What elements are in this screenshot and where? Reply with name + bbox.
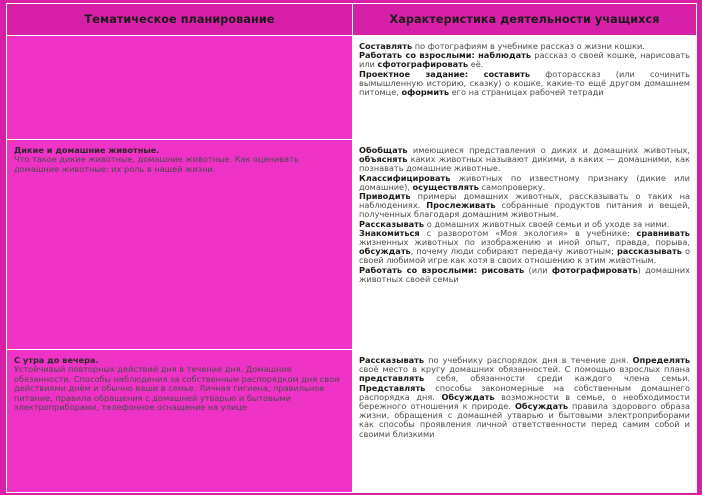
activity-keyword: обсуждать (359, 246, 411, 257)
activity-text: (или (524, 264, 552, 275)
activity-paragraph (359, 70, 690, 98)
activity-keyword: Работать со взрослыми: рисовать (359, 264, 525, 275)
activity-keyword: Классифицировать (359, 172, 451, 183)
activity-keyword: рассказывать (616, 246, 682, 257)
activity-keyword: Представлять (359, 382, 426, 393)
planning-table (6, 3, 697, 493)
activities-cell (353, 350, 697, 493)
activity-keyword: Знакомиться (359, 227, 420, 238)
activities-cell (353, 36, 697, 140)
activities-cell (353, 140, 697, 350)
activity-text: её. (468, 59, 484, 70)
activity-keyword: Составлять (359, 41, 413, 51)
table-header-row (7, 4, 697, 36)
topic-description: Что такое дикие животные, домашние животные. Как оценивать домашние животные: их роль в нашей жизни. (14, 154, 299, 174)
topic-cell (7, 140, 353, 350)
activity-text: каких животных называют дикими, а каких — домашними, как познавать домашние животные. (359, 154, 690, 174)
header-topic-planning: Тематическое планирование (7, 4, 353, 36)
activity-paragraph (359, 266, 690, 284)
topic-cell (7, 350, 353, 493)
header-student-activities: Характеристика деятельности учащихся (353, 4, 697, 36)
activity-keyword: представлять (359, 373, 425, 384)
activity-keyword: Рассказывать (359, 355, 425, 365)
activity-keyword: оформить (401, 87, 450, 98)
activity-text: возможности в семье, о необходимости бережного отношения к природе. (359, 391, 691, 412)
activity-paragraph (359, 192, 690, 220)
activity-text: фоторассказ (или сочинить вымышленную историю, сказку) о кошке, какие-то ещё другом домашнем питомце, (359, 68, 690, 98)
activity-text: своё место в кругу домашних обязанностей. С помощью взрослых плана (359, 364, 690, 375)
activity-paragraph (359, 356, 690, 439)
activity-paragraph (359, 174, 690, 192)
activity-text: себя, обязанности среди каждого члена семьи. (424, 373, 690, 384)
activity-text: самопроверку. (478, 181, 546, 192)
activity-paragraph (359, 146, 690, 174)
topic-title: С утра до вечера. (14, 355, 99, 365)
activity-keyword: осуществлять (412, 181, 479, 192)
activity-text: жизненных животных по изображению и иной опыт, правда, порыва, (359, 237, 690, 248)
activity-text: о домашних животных своей семьи и об уходе за ними. (424, 218, 670, 229)
activity-text: собранные продуктов питания и вещей, полученных благодаря домашним животным. (359, 200, 690, 220)
activity-text: по фотографиям в учебнике рассказ о жизни кошки. (412, 41, 645, 51)
activity-text: правила здорового образа жизни, обращения с домашней утварью и бытовыми электроприборами как способы проявления личной ответственности перед самим собой и своими близкими (359, 401, 691, 439)
activity-keyword: Проектное задание: составить (359, 68, 531, 79)
topic-description: Устойчивый повторных действий дня в течение дня. Домашние обязанности. Способы наблюдения за собственным распорядком дня свои действиями днём и обычно ваши в семье. Личная гигиена, правильное питание, правила обращения с домашней утварью и бытовыми электроприборами, телефонное оснащение на улице (14, 364, 340, 413)
activity-text: животных по известному признаку (дикие или домашние), (359, 172, 690, 192)
activity-text: , почему люди собирают передачу животным; (410, 246, 617, 257)
activity-text: его на страницах рабочей тетради (449, 87, 604, 98)
activity-keyword: Прослеживать (426, 200, 496, 211)
activity-text: имеющиеся представления о диких и домашних животных, (407, 145, 690, 155)
activity-keyword: фотографировать (551, 264, 638, 275)
activity-paragraph (359, 229, 690, 266)
topic-cell (7, 36, 353, 140)
activity-keyword: сравнивать (636, 227, 690, 238)
table-row (7, 350, 697, 493)
activity-text: с разворотом «Моя экология» в учебнике: (419, 227, 637, 238)
activity-text: рассказ о своей кошке, нарисовать или (359, 50, 690, 70)
table-row (7, 140, 697, 350)
activity-keyword: Обсуждать (514, 401, 569, 412)
activity-text: ) домашних животных своей семьи (359, 264, 690, 284)
activity-keyword: Рассказывать (359, 218, 425, 229)
activity-keyword: сфотографировать (377, 59, 469, 70)
activity-paragraph (359, 51, 690, 69)
table-row (7, 36, 697, 140)
activity-keyword: Обсуждать (441, 391, 495, 402)
activity-text: примеры домашних животных, рассказывать о таких на наблюдениях. (359, 191, 690, 211)
activity-keyword: Определять (632, 355, 690, 365)
activity-text: способы закономерные на собственным домашнего распорядка дня. (359, 382, 690, 402)
activity-keyword: объяснять (359, 154, 408, 165)
activity-keyword: Приводить (359, 191, 411, 202)
activity-text: по учебнику распорядок дня в течение дня. (424, 355, 633, 365)
activity-text: о своей любимой игре как хотя в своих отношению к этим животным. (359, 246, 690, 266)
topic-title: Дикие и домашние животные. (14, 145, 160, 155)
activity-keyword: Обобщать (359, 145, 408, 155)
activity-keyword: Работать со взрослыми: наблюдать (359, 50, 532, 61)
